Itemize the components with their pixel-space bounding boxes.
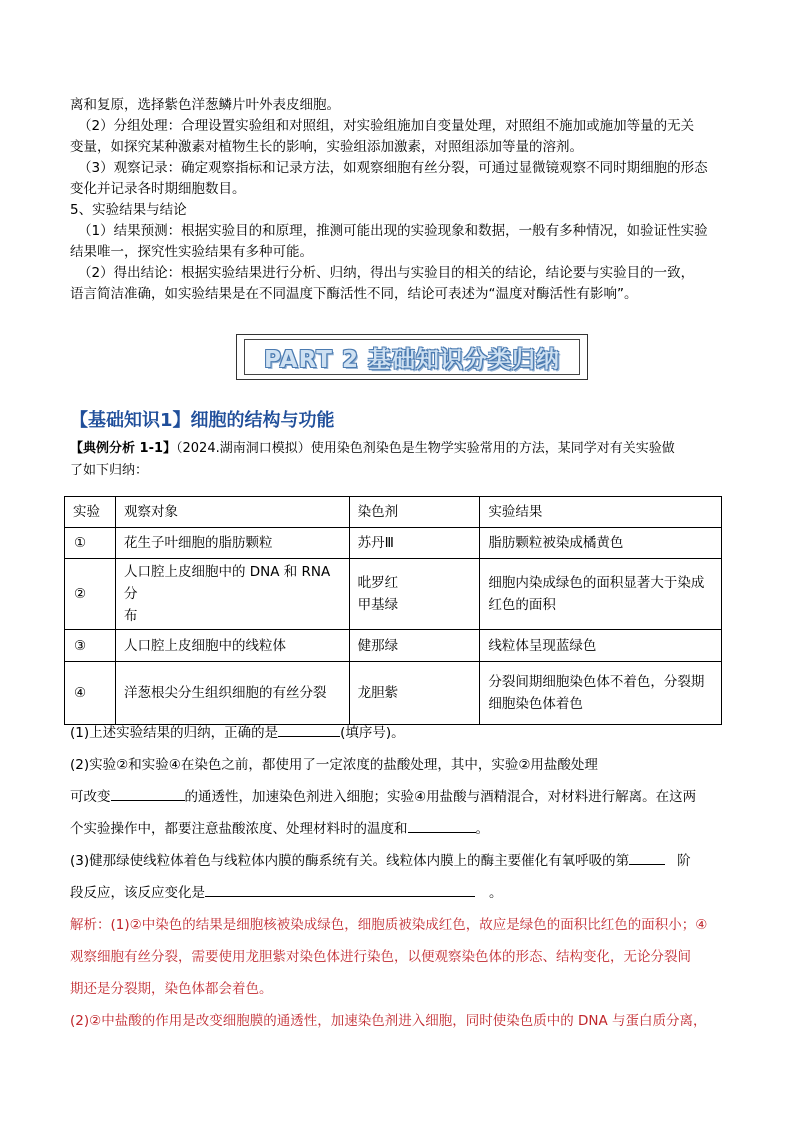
question-2-line3: [70, 818, 489, 840]
table-cell: [480, 559, 722, 630]
table-cell-id: ④: [65, 662, 116, 725]
answer-blank[interactable]: [629, 850, 665, 865]
table-cell: 花生子叶细胞的脂肪颗粒: [115, 528, 349, 559]
question-3-line1: [70, 850, 691, 872]
question-text: 阶: [677, 853, 691, 869]
case-line: （2024.湖南洞口模拟）使用染色剂染色是生物学实验常用的方法，某同学对有关实验做: [176, 441, 675, 456]
question-text: 。: [489, 885, 503, 901]
table-cell: 洋葱根尖分生组织细胞的有丝分裂: [115, 662, 349, 725]
table-cell: [480, 662, 722, 725]
intro-line: 离和复原，选择紫色洋葱鳞片叶外表皮细胞。: [70, 97, 340, 113]
intro-line: 变量，如探究某种激素对植物生长的影响，实验组添加激素，对照组添加等量的溶剂。: [70, 139, 583, 155]
analysis-line: (2)②中盐酸的作用是改变细胞膜的通透性，加速染色剂进入细胞，同时使染色质中的 DNA 与蛋白质分离，: [70, 1013, 707, 1029]
part-title: PART 2 基础知识分类归纳: [264, 346, 560, 373]
question-2-line1: (2)实验②和实验④在染色之前，都使用了一定浓度的盐酸处理，其中，实验②用盐酸处理: [70, 757, 598, 773]
answer-blank[interactable]: [111, 786, 185, 801]
table-cell-id: ①: [65, 528, 116, 559]
intro-line: 结果唯一，探究性实验结果有多种可能。: [70, 244, 313, 260]
question-text: 可改变: [70, 789, 111, 805]
intro-line: 语言简洁准确，如实验结果是在不同温度下酶活性不同，结论可表述为“温度对酶活性有影响”。: [70, 286, 638, 302]
case-label: 【典例分析 1-1】: [70, 441, 177, 456]
table-cell: 健那绿: [349, 630, 480, 662]
question-2-line2: [70, 786, 696, 808]
table-header: 实验结果: [480, 497, 722, 528]
answer-blank[interactable]: [408, 818, 476, 833]
question-text: (1)上述实验结果的归纳，正确的是: [70, 725, 279, 741]
answer-blank[interactable]: [278, 722, 340, 737]
cell-line: 分裂间期细胞染色体不着色，分裂期: [488, 674, 705, 690]
table-cell: 龙胆紫: [349, 662, 480, 725]
table-cell: 线粒体呈现蓝绿色: [480, 630, 722, 662]
section-heading-label: 【基础知识1】: [70, 410, 191, 431]
experiment-table: [64, 496, 722, 725]
intro-line: （3）观察记录：确定观察指标和记录方法，如观察细胞有丝分裂，可通过显微镜观察不同时期细胞的形态: [78, 160, 708, 176]
table-cell: [349, 559, 480, 630]
question-text: 段反应，该反应变化是: [70, 885, 205, 901]
part-banner: [236, 334, 588, 380]
cell-line: 甲基绿: [357, 597, 399, 613]
table-cell: 苏丹Ⅲ: [349, 528, 480, 559]
table-cell: 人口腔上皮细胞中的线粒体: [115, 630, 349, 662]
section-5-title: 5、实验结果与结论: [70, 202, 187, 218]
answer-blank[interactable]: [205, 882, 475, 897]
cell-line: 细胞内染成绿色的面积显著大于染成: [488, 575, 705, 591]
table-row: [65, 662, 722, 725]
part-banner-inner: [244, 339, 580, 375]
cell-line: 布: [123, 608, 138, 624]
question-1: [70, 722, 405, 744]
intro-line: 变化并记录各时期细胞数目。: [70, 181, 246, 197]
intro-line: （1）结果预测：根据实验目的和原理，推测可能出现的实验现象和数据，一般有多种情况，如验证性实验: [78, 223, 708, 239]
table-row: [65, 630, 722, 662]
analysis-line: 解析：(1)②中染色的结果是细胞核被染成绿色，细胞质被染成红色，故应是绿色的面积比红色的面积小；④: [70, 917, 708, 933]
cell-line: 红色的面积: [488, 597, 556, 613]
table-row: [65, 528, 722, 559]
section-heading: [70, 406, 335, 432]
question-text: (填序号)。: [340, 725, 405, 741]
table-header-row: [65, 497, 722, 528]
question-text: (3)健那绿使线粒体着色与线粒体内膜的酶系统有关。线粒体内膜上的酶主要催化有氧呼吸的第: [70, 853, 630, 869]
table-header: 染色剂: [349, 497, 480, 528]
section-heading-title: 细胞的结构与功能: [190, 410, 335, 431]
question-text: 的通透性，加速染色剂进入细胞；实验④用盐酸与酒精混合，对材料进行解离。在这两: [184, 789, 697, 805]
case-intro: [70, 438, 730, 482]
analysis-line: 期还是分裂期，染色体都会着色。: [70, 981, 273, 997]
question-text: 。: [475, 821, 489, 837]
table-cell: [115, 559, 349, 630]
table-cell: 脂肪颗粒被染成橘黄色: [480, 528, 722, 559]
cell-line: 吡罗红: [357, 575, 399, 591]
table-header: 观察对象: [115, 497, 349, 528]
table-header: 实验: [65, 497, 116, 528]
intro-line: （2）得出结论：根据实验结果进行分析、归纳，得出与实验目的相关的结论，结论要与实验目的一致，: [78, 265, 695, 281]
intro-line: （2）分组处理：合理设置实验组和对照组，对实验组施加自变量处理，对照组不施加或施加等量的无关: [78, 118, 695, 134]
cell-line: 细胞染色体着色: [488, 696, 583, 712]
table-row: [65, 559, 722, 630]
table-cell-id: ③: [65, 630, 116, 662]
question-text: 个实验操作中，都要注意盐酸浓度、处理材料时的温度和: [70, 821, 408, 837]
cell-line: 人口腔上皮细胞中的 DNA 和 RNA 分: [123, 564, 331, 602]
analysis-line: 观察细胞有丝分裂，需要使用龙胆紫对染色体进行染色，以便观察染色体的形态、结构变化，无论分裂间: [70, 949, 691, 965]
case-line: 了如下归纳：: [70, 463, 149, 478]
table-cell-id: ②: [65, 559, 116, 630]
question-3-line2: [70, 882, 503, 904]
